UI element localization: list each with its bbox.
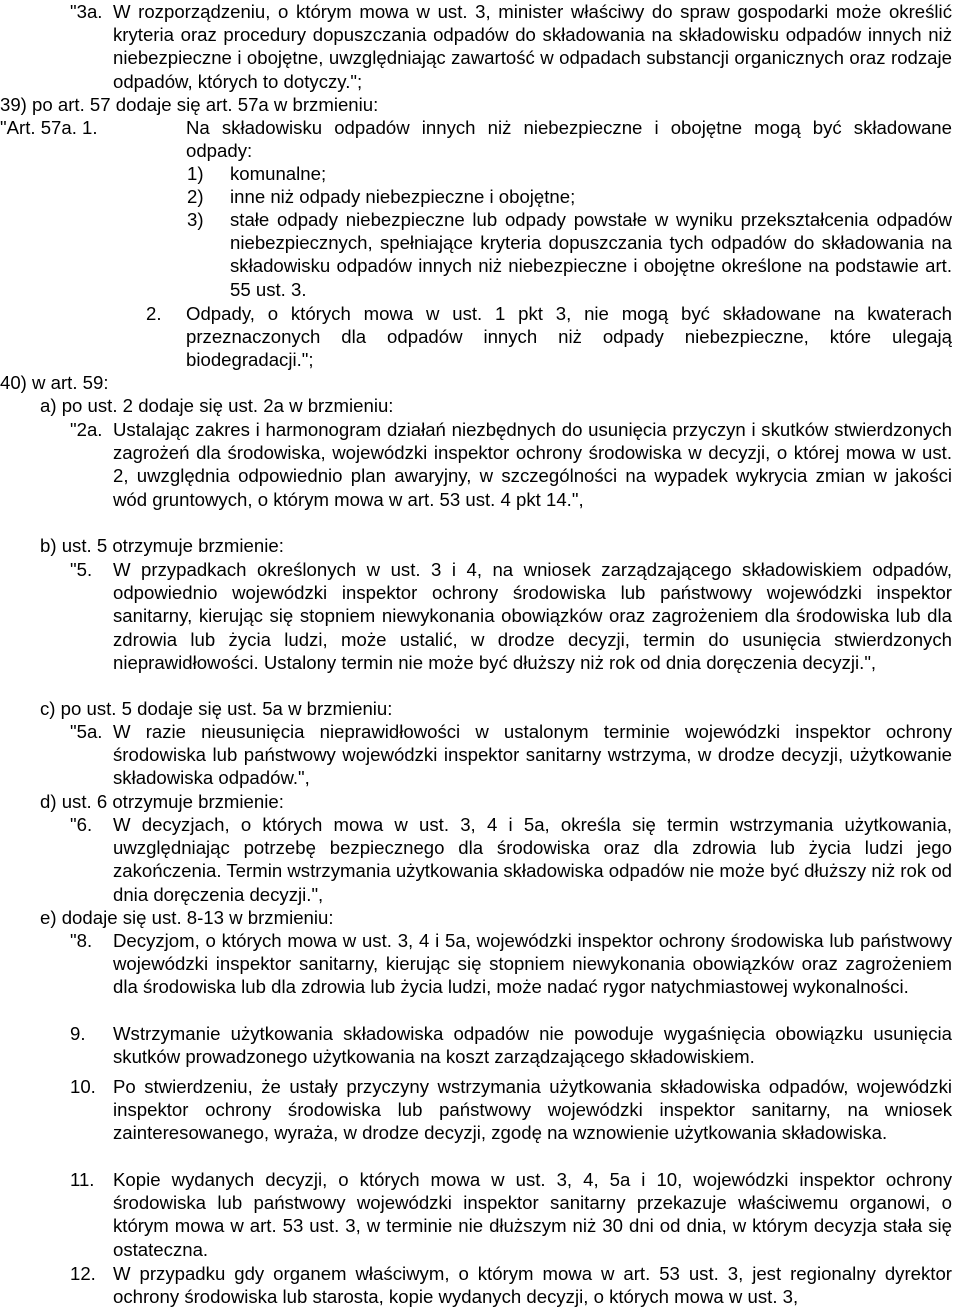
paragraph-5a [0,720,956,790]
letter-text: e) dodaje się ust. 8-13 w brzmieniu: [40,907,334,928]
paragraph-11 [0,1168,956,1261]
paragraph-number: "6. [70,814,93,835]
letter-text: c) po ust. 5 dodaje się ust. 5a w brzmieniu: [40,698,393,719]
paragraph-8 [0,929,956,999]
point-text: 40) w art. 59: [0,372,109,393]
article-57a-par-2 [0,302,956,372]
letter-text: b) ust. 5 otrzymuje brzmienie: [40,535,284,556]
paragraph-number: 9. [70,1023,86,1044]
paragraph-3a [0,0,956,93]
paragraph-text: Ustalając zakres i harmonogram działań niezbędnych do usunięcia przyczyn i skutków stwierdzonych zagrożeń dla środowiska, wojewódzki inspektor ochrony środowiska w decyzji, o której mowa w ust. 2, uwzględnia odpowiednio plan awaryjny, w szczególności na wypadek wykrycia zmian w jakości wód gruntowych, o którym mowa w art. 53 ust. 4 pkt 14.", [113,419,952,510]
article-number: "Art. 57a. 1. [0,117,98,138]
paragraph-number: 10. [70,1076,96,1097]
paragraph-6 [0,813,956,906]
paragraph-2a [0,418,956,511]
letter-b [40,534,284,557]
paragraph-text: Wstrzymanie użytkowania składowiska odpadów nie powoduje wygaśnięcia obowiązku usunięcia skutków prowadzonego użytkowania na koszt zarządzającego składowiskiem. [113,1023,952,1068]
point-39 [0,93,378,116]
letter-e [40,906,334,929]
paragraph-number: 11. [70,1169,95,1190]
list-item-number: 2) [187,186,204,207]
paragraph-text: Odpady, o których mowa w ust. 1 pkt 3, nie mogą być składowane na kwaterach przeznaczonych dla odpadów innych niż odpady niebezpieczne, które ulegają biodegradacji."; [186,303,952,371]
paragraph-text: Po stwierdzeniu, że ustały przyczyny wstrzymania użytkowania składowiska odpadów, wojewódzki inspektor ochrony środowiska lub państwowy wojewódzki inspektor sanitarny, na wniosek zainteresowanego, wyraża, w drodze decyzji, zgodę na wznowienie użytkowania składowiska. [113,1076,952,1144]
paragraph-12 [0,1262,956,1308]
paragraph-number: "5. [70,559,93,580]
paragraph-text: W przypadkach określonych w ust. 3 i 4, na wniosek zarządzającego składowiskiem odpadów, odpowiednio wojewódzki inspektor ochrony środowiska lub państwowy wojewódzki inspektor sanitarny, kierując się stopniem niewykonania obowiązków oraz zagrożeniem dla środowiska lub dla zdrowia lub życia ludzi, może ustalić, w drodze decyzji, termin do usunięcia stwierdzonych nieprawidłowości. Ustalony termin nie może być dłuższy niż rok od dnia doręczenia decyzji.", [113,559,952,673]
point-text: 39) po art. 57 dodaje się art. 57a w brzmieniu: [0,94,379,115]
paragraph-text: W razie nieusunięcia nieprawidłowości w ustalonym terminie wojewódzki inspektor ochrony środowiska lub państwowy wojewódzki inspektor sanitarny wstrzyma, w drodze decyzji, użytkowanie składowiska odpadów.", [113,721,952,789]
letter-c [40,697,392,720]
paragraph-number: 2. [146,303,162,324]
list-item-text: komunalne; [230,163,327,184]
paragraph-text: Decyzjom, o których mowa w ust. 3, 4 i 5a, wojewódzki inspektor ochrony środowiska lub państwowy wojewódzki inspektor sanitarny, kierując się stopniem niewykonania obowiązków oraz zagrożeniem dla środowiska lub dla zdrowia lub życia ludzi, może nadać rygor natychmiastowej wykonalności. [113,930,952,998]
letter-d [40,790,284,813]
point-40 [0,371,109,394]
list-item [0,162,956,185]
paragraph-number: "2a. [70,419,103,440]
letter-text: a) po ust. 2 dodaje się ust. 2a w brzmieniu: [40,395,394,416]
paragraph-number: "3a. [70,1,103,22]
paragraph-text: Kopie wydanych decyzji, o których mowa w ust. 3, 4, 5a i 10, wojewódzki inspektor ochrony środowiska lub państwowy wojewódzki inspektor sanitarny przekazuje właściwemu organowi, o którym mowa w art. 53 ust. 3, w terminie nie dłuższym niż 30 dni od dnia, w którym decyzja stała się ostateczna. [113,1169,952,1260]
letter-text: d) ust. 6 otrzymuje brzmienie: [40,791,284,812]
list-item-number: 1) [187,163,204,184]
paragraph-text: W decyzjach, o których mowa w ust. 3, 4 i 5a, określa się termin wstrzymania użytkowania, uwzględniając potrzebę bezpiecznego dla środowiska oraz dla zdrowia lub życia ludzi jego zakończenia. Termin wstrzymania użytkowania składowiska odpadów nie może być dłuższy niż rok od dnia doręczenia decyzji.", [113,814,952,905]
list-item [0,208,956,301]
paragraph-number: 12. [70,1263,96,1284]
list-item-number: 3) [187,209,204,230]
list-item [0,185,956,208]
paragraph-9 [0,1022,956,1068]
list-item-text: inne niż odpady niebezpieczne i obojętne; [230,186,576,207]
paragraph-number: "8. [70,930,93,951]
letter-a [40,394,393,417]
paragraph-text: W rozporządzeniu, o którym mowa w ust. 3, minister właściwy do spraw gospodarki może określić kryteria oraz procedury dopuszczania odpadów do składowania na składowisku odpadów innych niż niebezpieczne i obojętne, uwzględniając zawartość w odpadach substancji organicznych oraz rodzaje odpadów, których to dotyczy."; [113,1,952,92]
paragraph-text: Na składowisku odpadów innych niż niebezpieczne i obojętne mogą być składowane odpady: [186,117,952,162]
paragraph-number: "5a. [70,721,103,742]
paragraph-10 [0,1075,956,1145]
paragraph-5 [0,558,956,674]
article-57a-par-1 [0,116,956,162]
list-item-text: stałe odpady niebezpieczne lub odpady powstałe w wyniku przekształcenia odpadów niebezpiecznych, spełniające kryteria dopuszczania tych odpadów do składowania na składowisku odpadów innych niż niebezpieczne i obojętne określone na podstawie art. 55 ust. 3. [230,209,952,300]
paragraph-text: W przypadku gdy organem właściwym, o którym mowa w art. 53 ust. 3, jest regionalny dyrektor ochrony środowiska lub starosta, kopie wydanych decyzji, o których mowa w ust. 3, [113,1263,952,1308]
